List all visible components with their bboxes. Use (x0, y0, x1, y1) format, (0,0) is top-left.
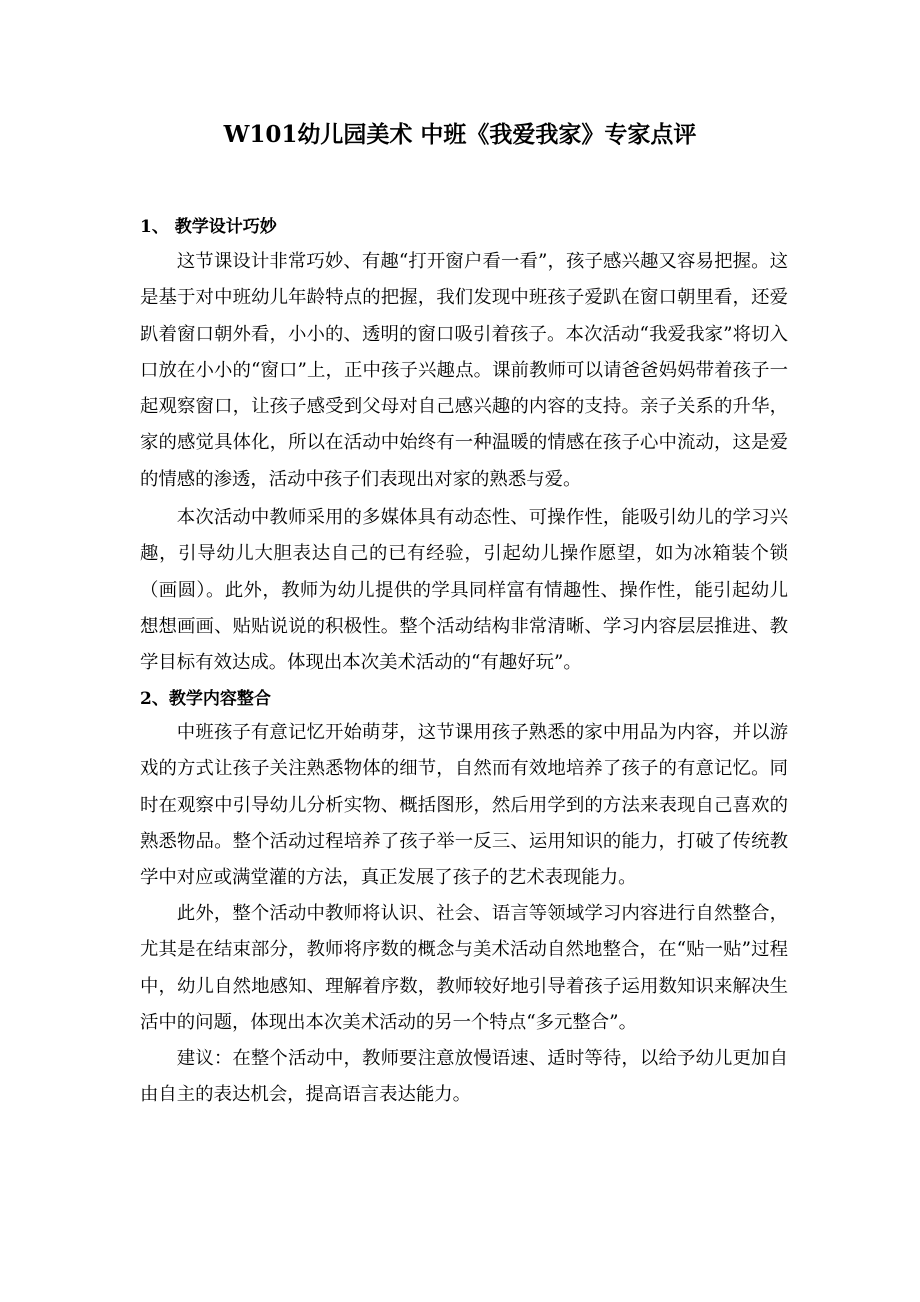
section-heading-1: 1、 教学设计巧妙 (140, 217, 277, 237)
section-1-paragraph-1: 这节课设计非常巧妙、有趣“打开窗户看一看”，孩子感兴趣又容易把握。这是基于对中班幼儿年龄特点的把握，我们发现中班孩子爱趴在窗口朝里看，还爱趴着窗口朝外看，小小的、透明的窗口吸引着孩子。本次活动“我爱我家”将切入口放在小小的“窗口”上，正中孩子兴趣点。课前教师可以请爸爸妈妈带着孩子一起观察窗口，让孩子感受到父母对自己感兴趣的内容的支持。亲子关系的升华，家的感觉具体化，所以在活动中始终有一种温暖的情感在孩子心中流动，这是爱的情感的渗透，活动中孩子们表现出对家的熟悉与爱。 (140, 251, 788, 490)
section-heading-2: 2、教学内容整合 (140, 689, 271, 709)
document-title: W101幼儿园美术 中班《我爱我家》专家点评 (223, 121, 697, 148)
section-2-paragraph-2: 此外，整个活动中教师将认识、社会、语言等领域学习内容进行自然整合，尤其是在结束部分，教师将序数的概念与美术活动自然地整合，在“贴一贴”过程中，幼儿自然地感知、理解着序数，教师较好地引导着孩子运用数知识来解决生活中的问题，体现出本次美术活动的另一个特点“多元整合”。 (140, 903, 788, 1033)
section-2-paragraph-1: 中班孩子有意记忆开始萌芽，这节课用孩子熟悉的家中用品为内容，并以游戏的方式让孩子关注熟悉物体的细节，自然而有效地培养了孩子的有意记忆。同时在观察中引导幼儿分析实物、概括图形，然后用学到的方法来表现自己喜欢的熟悉物品。整个活动过程培养了孩子举一反三、运用知识的能力，打破了传统教学中对应或满堂灌的方法，真正发展了孩子的艺术表现能力。 (140, 722, 788, 889)
section-1-paragraph-2: 本次活动中教师采用的多媒体具有动态性、可操作性，能吸引幼儿的学习兴趣，引导幼儿大胆表达自己的已有经验，引起幼儿操作愿望，如为冰箱装个锁（画圆）。此外，教师为幼儿提供的学具同样富有情趣性、操作性，能引起幼儿想想画画、贴贴说说的积极性。整个活动结构非常清晰、学习内容层层推进、教学目标有效达成。体现出本次美术活动的“有趣好玩”。 (140, 507, 788, 674)
section-2-suggestion: 建议：在整个活动中，教师要注意放慢语速、适时等待，以给予幼儿更加自由自主的表达机会，提高语言表达能力。 (140, 1048, 788, 1106)
